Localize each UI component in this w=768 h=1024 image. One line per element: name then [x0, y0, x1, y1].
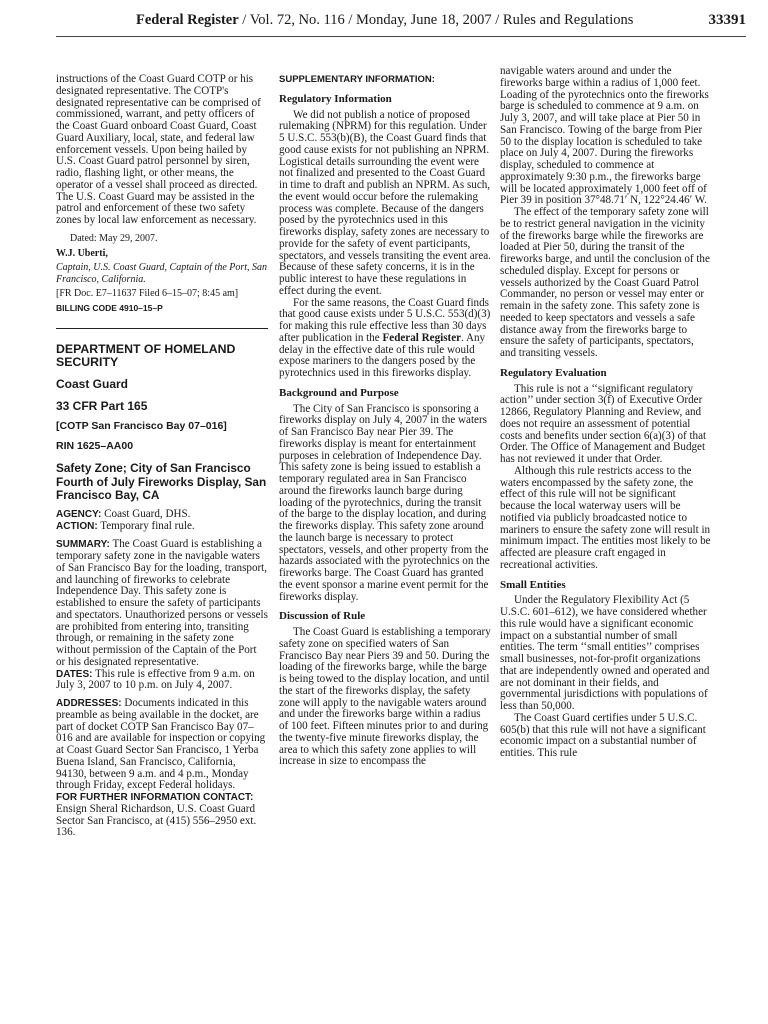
rule-subject: Safety Zone; City of San Francisco Fourth of July Fireworks Display, San Francisco Bay, CA: [56, 461, 267, 503]
contact-paragraph: [56, 792, 268, 804]
cfr-part: 33 CFR Part 165: [56, 399, 148, 413]
header-rule: [56, 36, 746, 37]
body-paragraph: We did not publish a notice of proposed rulemaking (NPRM) for this regulation. Under 5 U.S.C. 553(b)(B), the Coast Guard finds that good cause exists for not publishing an NPRM. Logistical details surrounding the event were not finalized and presented to the Coast Guard in time to draft and publish an NPRM. As such, the event would occur before the rulemaking process was complete. Because of the dangers posed by the pyrotechnics used in this fireworks display, safety zones are necessary to provide for the safety of event participants, spectators, and vessels transiting the event area. Because of these safety concerns, it is in the public interest to have these regulations in effect during the event.: [279, 108, 491, 297]
issue-info: / Vol. 72, No. 116 / Monday, June 18, 2007 / Rules and Regulations: [238, 12, 634, 28]
action-label: ACTION:: [56, 520, 98, 532]
addresses-paragraph: [56, 698, 268, 792]
page-number: 33391: [708, 12, 746, 28]
contact-text: Ensign Sheral Richardson, U.S. Coast Guard Sector San Francisco, at (415) 556–2950 ext. 136.: [56, 802, 257, 839]
addresses-label: ADDRESSES:: [56, 698, 122, 709]
body-paragraph: The City of San Francisco is sponsoring a fireworks display on July 4, 2007 in the waters of San Francisco Bay near Pier 39. The fireworks display is meant for entertainment purposes in celebration of Independence Day. This safety zone is being issued to establish a temporary regulated area in San Francisco around the fireworks launch barge during loading of the pyrotechnics, during the transit of the barge to the display location, and during the fireworks display. This safety zone around the launch barge is necessary to protect spectators, vessels, and other property from the hazards associated with the pyrotechnics on the fireworks barge. The Coast Guard has granted the event sponsor a marine event permit for the fireworks display.: [279, 402, 490, 603]
supplementary-label: SUPPLEMENTARY INFORMATION:: [279, 74, 435, 85]
journal-name: Federal Register: [136, 12, 239, 28]
summary-label: SUMMARY:: [56, 539, 110, 551]
rin-number: RIN 1625–AA00: [56, 439, 134, 452]
dates-text: This rule is effective from 9 a.m. on July 3, 2007 to 10 p.m. on July 4, 2007.: [56, 667, 255, 692]
section-divider: [56, 328, 268, 329]
section-heading: Regulatory Information: [279, 92, 392, 105]
continued-paragraph: instructions of the Coast Guard COTP or his designated representative. The COTP's designated representative can be comprised of commissioned, warrant, and petty officers of the Coast Guard onboard Coast Guard, Coast Guard Auxiliary, local, state, and federal law enforcement vessels. Upon being hailed by U.S. Coast Guard patrol personnel by siren, radio, flashing light, or other means, the operator of a vessel shall proceed as directed. The U.S. Coast Guard may be assisted in the patrol and enforcement of these two safety zones by local law enforcement as necessary.: [56, 73, 261, 226]
column-2: [279, 74, 491, 768]
body-paragraph: The Coast Guard certifies under 5 U.S.C. 605(b) that this rule will not have a significant economic impact on a substantial number of entities. This rule: [500, 711, 706, 759]
summary-text: The Coast Guard is establishing a temporary safety zone in the navigable waters of San Francisco Bay for the loading, transport, and launching of fireworks to celebrate Independence Day. This safety zone is established to ensure the safety of participants and spectators. Unauthorized persons or vessels are prohibited from entering into, transiting through, or remaining in the safety zone without permission of the Captain of the Port or his designated representative.: [56, 538, 268, 668]
agency-label: AGENCY:: [56, 508, 102, 520]
signer-name: W.J. Uberti,: [56, 247, 108, 259]
section-heading: Regulatory Evaluation: [500, 366, 607, 379]
dated-line: Dated: May 29, 2007.: [70, 232, 158, 244]
section-heading: Background and Purpose: [279, 386, 399, 399]
action-text: Temporary final rule.: [97, 519, 195, 532]
dates-paragraph: [56, 669, 268, 693]
continued-paragraph: navigable waters around and under the fireworks barge within a radius of 1,000 feet. Loading of the pyrotechnics onto the fireworks barge is scheduled to commence at 9 a.m. on July 3, 2007, and will take place at Pier 50 in San Francisco. Towing of the barge from Pier 50 to the display location is scheduled to take place on July 4, 2007. During the fireworks display, scheduled to commence at approximately 9:30 p.m., the fireworks barge will be located approximately 1,000 feet off of Pier 39 in position 37°48.71′ N, 122°24.46′ W.: [500, 65, 709, 207]
contact-label: FOR FURTHER INFORMATION CONTACT:: [56, 792, 254, 803]
page-header: [56, 12, 746, 34]
billing-code: BILLING CODE 4910–15–P: [56, 302, 163, 313]
docket-number: [COTP San Francisco Bay 07–016]: [56, 419, 227, 432]
text-run: . Any delay in the effective date of this rule would expose mariners to the dangers posed by the pyrotechnics used in this fireworks display.: [279, 331, 486, 379]
agency-name: Coast Guard: [56, 377, 129, 392]
text-run-bold: Federal Register: [382, 331, 462, 344]
body-paragraph: The Coast Guard is establishing a temporary safety zone on specified waters of San Francisco Bay near Piers 39 and 50. During the loading of the fireworks barge, while the barge is being towed to the display location, and until the start of the fireworks display, the safety zone will apply to the navigable waters around and under the fireworks barge within a radius of 100 feet. Fifteen minutes prior to and during the twenty-five minute fireworks display, the area to which this safety zone applies to will increase in size to encompass the: [279, 626, 491, 768]
body-paragraph: This rule is not a ‘‘significant regulatory action’’ under section 3(f) of Executive Order 12866, Regulatory Planning and Review, and does not require an assessment of potential costs and benefits under section 6(a)(3) of that Order. The Office of Management and Budget has not reviewed it under that Order.: [500, 382, 707, 465]
body-paragraph: [279, 298, 491, 380]
body-paragraph: Although this rule restricts access to the waters encompassed by the safety zone, the effect of this rule will not be significant because the local waterway users will be notified via publicly broadcasted notice to mariners to ensure the safety zone will result in minimum impact. The entities most likely to be affected are pleasure craft engaged in recreational activities.: [500, 464, 711, 571]
running-head: [136, 12, 633, 29]
addresses-text: Documents indicated in this preamble as being available in the docket, are part of docket COTP San Francisco Bay 07–016 and are available for inspection or copying at Coast Guard Sector San Francisco, 1 Yerba Buena Island, San Francisco, California, 94130, between 9 a.m. and 4 p.m., Monday through Friday, except Federal holidays.: [56, 697, 266, 792]
fr-doc-line: [FR Doc. E7–11637 Filed 6–15–07; 8:45 am]: [56, 287, 239, 299]
action-line: [56, 521, 268, 533]
section-heading: Small Entities: [500, 578, 566, 591]
dates-label: DATES:: [56, 668, 93, 680]
department-heading: DEPARTMENT OF HOMELAND SECURITY: [56, 342, 236, 370]
column-3: [500, 66, 712, 760]
section-heading: Discussion of Rule: [279, 610, 366, 623]
signer-title: Captain, U.S. Coast Guard, Captain of the Port, San Francisco, California.: [56, 262, 268, 285]
summary-paragraph: [56, 539, 268, 668]
body-paragraph: The effect of the temporary safety zone will be to restrict general navigation in the vicinity of the fireworks barge while the fireworks are loaded at Pier 50, during the transit of the fireworks barge, and until the conclusion of the scheduled display. Except for persons or vessels authorized by the Coast Guard Patrol Commander, no person or vessel may enter or remain in the safety zone. This safety zone is needed to keep spectators and vessels a safe distance away from the fireworks barge to ensure the safety of participants, spectators, and transiting vessels.: [500, 206, 710, 359]
body-paragraph: Under the Regulatory Flexibility Act (5 U.S.C. 601–612), we have considered whether this rule would have a significant economic impact on a substantial number of small entities. The term ‘‘small entities’’ comprises small businesses, not-for-profit organizations that are independently owned and operated and are not dominant in their fields, and governmental jurisdictions with populations of less than 50,000.: [500, 594, 710, 712]
column-1: [56, 74, 268, 839]
text-run: For the same reasons, the Coast Guard finds that good cause exists under 5 U.S.C. 553(d)(3) for making this rule effective less than 30 days after publication in the: [279, 296, 491, 344]
agency-text: Coast Guard, DHS.: [101, 507, 191, 520]
